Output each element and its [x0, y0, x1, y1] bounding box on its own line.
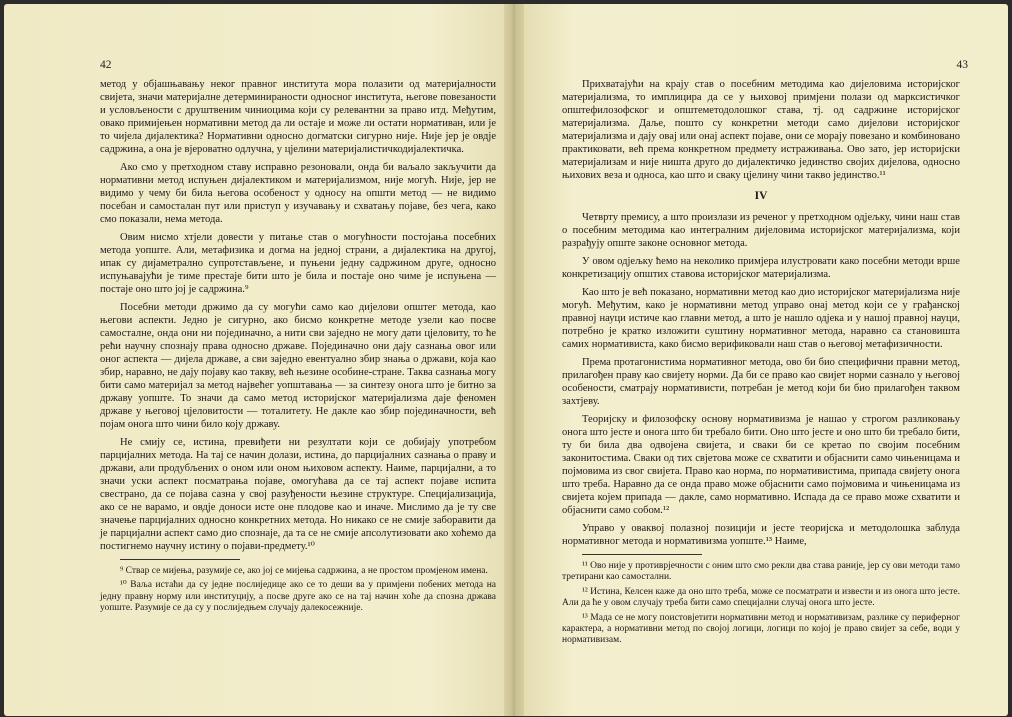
paragraph: У овом одјељку ћемо на неколико примјера илустровати како посебни методи врше конкретизацију општих ставова историјског материјализма. — [562, 256, 960, 280]
footnote-rule — [120, 559, 240, 560]
book-gutter — [504, 4, 524, 716]
footnotes-left — [100, 566, 496, 615]
footnote: ¹⁰ Ваља истаћи да су једне послиједице ако се то деши ва у примјени побених метода на једну правну норму или институцију, а посве друге ако се на тај начин хоће да спозна држава уопште. Разумије се да су у послиједњем случају далекосежније. — [100, 580, 496, 614]
section-heading: IV — [754, 190, 768, 202]
paragraph: Не смију се, истина, превиђети ни резултати који се добијају употребом парцијалних метода. На тај се начин долази, истина, до парцијалних сазнања о праву и држави, али продубљених о оном или оном њиховом аспекту. Наиме, парцијални, а то значи уски аспект посматрања појаве, омогућава да се тај аспект појаве испита свестрано, да се појава сазна у свој разуђености њезине структуре. Специјализација, ако се не варамо, и овдје доноси исте оне плодове као и иначе. Мислимо да је ту све значење парцијалних односно конкретних метода. Но никако се не смије заборавити да је парцијални аспект само дио спознаје, да та се не смије апсолутизовати ако хоћемо да постигнемо научну истину о појави-предмету.¹⁰ — [100, 437, 496, 552]
paragraph: Као што је већ показано, нормативни метод као дио историјског материјализма није могућ. Међутим, како је нормативни метод управо онај метод који се у грађанској правној науци истиче као главни метод, а што је нашло одјека и у нашој правној науци, потребно је кратко изложити суштину нормативног метода, наравно са становишта самих нормативиста, како бисмо верификовали наш став о његовој метафизичности. — [562, 287, 960, 350]
paragraph: Четврту премису, а што произлази из реченог у претходном одјељку, чини наш став о посебним методима као интегралним дијеловима историјског материјализма, који разрађују опште законе основног метода. — [562, 212, 960, 249]
footnote: ¹² Истина, Келсен каже да оно што треба, може се посматрати и извести и из онога што јесте. Али да ће у овом случају треба бити само специјални случај онога што јесте. — [562, 586, 960, 609]
left-page-body — [100, 78, 496, 618]
paragraph: Посебни методи држимо да су могући само као дијелови општег метода, као његови аспекти. Једно је сигурно, ако бисмо конкретне методе узели као посве самосталне, онда они ни појединачно, а нити сви заједно не могу дати цјеловиту, то ће рећи научну спознају права односно државе. Појединачно они дају сазнања овог или оног аспекта — дијела државе, а сви заједно евентуално збир знања о држави, која као збир, наравно, не дају појаву као такву, већ њезине особине-стране. Таква сазнања могу бити само материјал за метод највећег уопштавања — за синтезу онога што је битно за државу уопште. То значи да само метод историјског материјализма даје феномен државе у његовој цјеловитости — тоталитету. Не дакле као збир појединачности, већ појам онога што чини било коју државу. — [100, 302, 496, 430]
right-page-body — [562, 78, 960, 650]
footnote-rule — [582, 554, 702, 555]
paragraph: метод у објашњавању неког правног института мора полазити од материјалности свијета, значи материјалне детерминираности односног института, његове повезаности и условљености с друштвеним чиниоцима који су релевантни за право итд. Међутим, овако примијењен нормативни метод да ли остаје и може ли остати нормативан, или је то чијела дијалектика? Нормативни односно догматски сигурно није. Није јер је овдје садржина, а она је вјероватно одлучна, у цјелини материјалистичкодијалектичка. — [100, 79, 496, 155]
paragraph: Теоријску и филозофску основу нормативизма је нашао у строгом разликовању онога што јесте и онога што би требало бити. Оно што јесте и оно што би требало бити, ту би била два одвојена свијета, и сваки би се кретао по својим посебним законитостима. Сваки од тих свјетова може се схватити и објаснити само чињеницама и појмовима из свог свијета. Право као норма, по нормативистима, припада свијету онога што треба. Наравно да се онда право може објаснити само појмовима и чињеницама из свијета којем припада — дакле, само нормативно. Испада да се право може схватити и објаснити само собом.¹² — [562, 414, 960, 516]
footnote: ¹³ Мада се не могу поистовјетити нормативни метод и нормативизам, разлике су периферног карактера, а нормативни метод по својој логици, логици по којој је право свијет за себе, води у нормативизам. — [562, 612, 960, 646]
footnotes-right — [562, 561, 960, 647]
footnote: ⁹ Ствар се мијења, разумије се, ако јој се мијења садржина, а не простом промјеном имена. — [120, 566, 488, 576]
page-number-right: 43 — [956, 59, 968, 71]
paragraph: Овим нисмо хтјели довести у питање став о могућности постојања посебних метода уопште. Али, метафизика и догма на једној страни, а дијалектика на другој, ипак су дијаметрално супротстављене, и пуњени једну садржином друге, односно испуњавајући је тиме престаје бити што је била и постаје оно чиме је испуњена — постаје оно што јој је садржина.⁹ — [100, 232, 496, 295]
right-page — [524, 4, 1008, 716]
page-number-left: 42 — [100, 59, 112, 71]
paragraph: Према протагонистима нормативног метода, ово би био специфични правни метод, прилагођен праву као свијету норми. Да би се право као свијет норми сазнало у његовој особености, сматрају нормативисти, потребан је метод који би био прилагођен таквом захтјеву. — [562, 357, 960, 407]
left-page — [4, 4, 504, 716]
paragraph: Управо у оваквој полазној позицији и јесте теоријска и методолошка заблуда нормативног метода и нормативизма уопште.¹³ Наиме, — [562, 523, 960, 547]
paragraph: Ако смо у претходном ставу исправно резоновали, онда би ваљало закључити да нормативни метод испуњен дијалектиком и материјализмом, није могућ. Није, јер не видимо у чему би била његова особеност у односу на општи метод — не видимо посебан и самосталан пут или приступ у изучавању и схватању појаве, без чега, како смо показали, нема метода. — [100, 162, 496, 225]
paragraph: Прихватајући на крају став о посебним методима као дијеловима историјског материјализма, то имплицира да се у њиховој примјени полази од марксистичког општефилозофског и општеметодолошког става, тј. од садржине историјског материјализма. Даље, пошто су конкретни методи само дијелови историјског материјализма и дају овај или онај аспект појаве, они се морају повезано и комбиновано практиковати, већ према конкретном предмету истраживања. Ово зато, јер историјски материјализам и није ништа друго до дијалектичко јединство својих дијелова, односно њихових веза и односа, као што и свaку цјелину чини такво јединство.¹¹ — [562, 79, 960, 181]
footnote: ¹¹ Ово није у противрјечности с оним што смо рекли два става раније, јер су ови методи тамо третирани као самостални. — [562, 561, 960, 583]
